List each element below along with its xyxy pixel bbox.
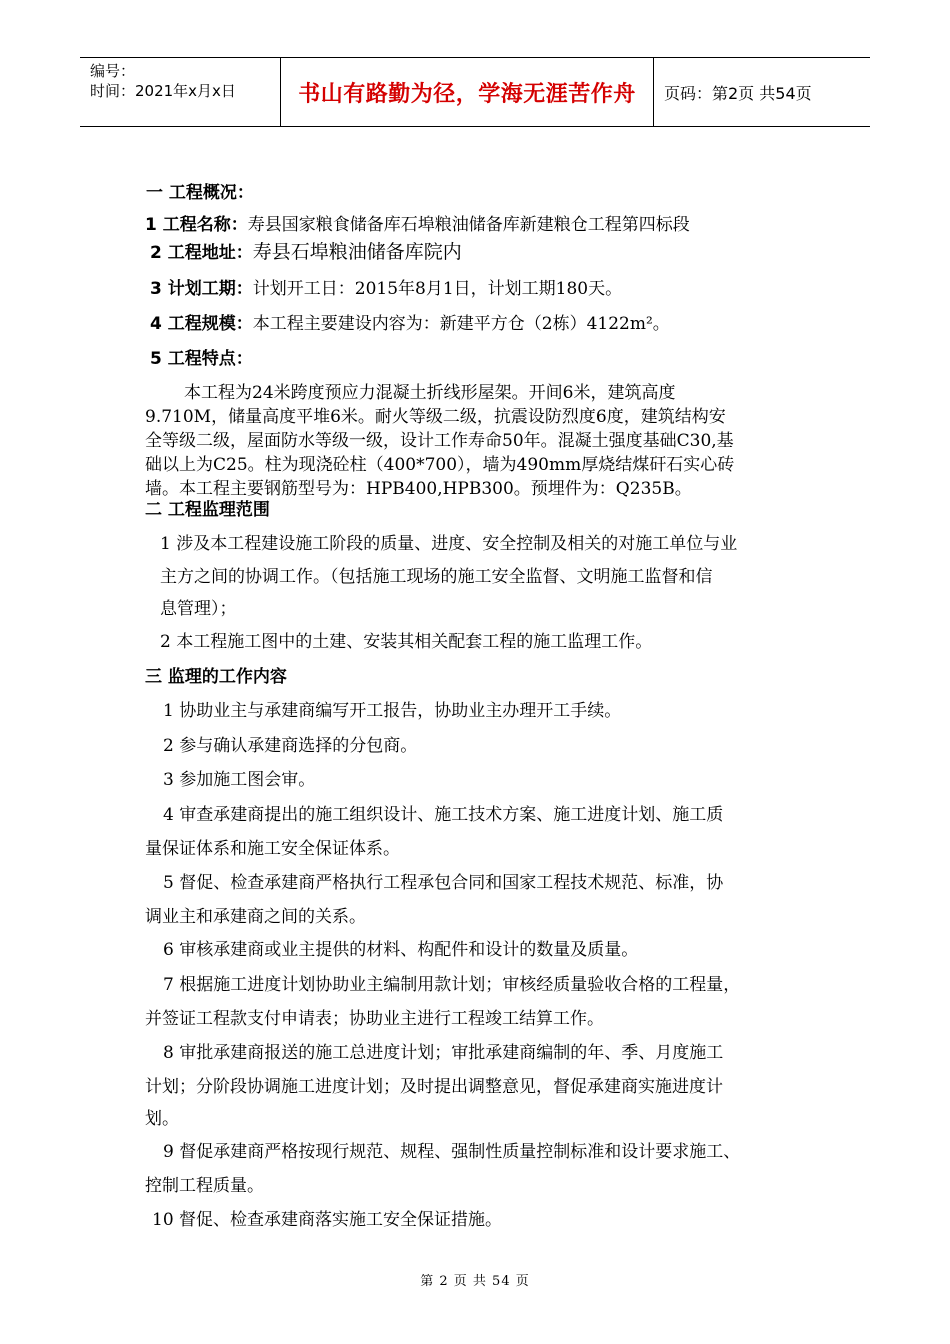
- project-period-value: 计划开工日：2015年8月1日，计划工期180天。: [252, 279, 623, 299]
- project-name-label: 1 工程名称：: [145, 215, 248, 235]
- work-item-line: 5 督促、检查承建商严格执行工程承包合同和国家工程技术规范、标准，协: [163, 873, 724, 893]
- work-item-line: 7 根据施工进度计划协助业主编制用款计划；审核经质量验收合格的工程量，: [163, 975, 741, 995]
- section2-title: 二 工程监理范围: [145, 500, 270, 520]
- work-item-line: 8 审批承建商报送的施工总进度计划；审批承建商编制的年、季、月度施工: [163, 1043, 724, 1063]
- project-name-value: 寿县国家粮食储备库石埠粮油储备库新建粮仓工程第四标段: [247, 215, 690, 235]
- work-item-line: 6 审核承建商或业主提供的材料、构配件和设计的数量及质量。: [163, 940, 639, 960]
- feature-line: 全等级二级，屋面防水等级一级，设计工作寿命50年。混凝土强度基础C30,基: [145, 431, 734, 451]
- work-item-line: 4 审查承建商提出的施工组织设计、施工技术方案、施工进度计划、施工质: [163, 805, 724, 825]
- project-feature-label: 5 工程特点：: [150, 349, 253, 369]
- project-scale-row: [150, 314, 670, 334]
- feature-line: 础以上为C25。柱为现浇砼柱（400*700），墙为490mm厚烧结煤矸石实心砖: [145, 455, 735, 475]
- work-item-line: 控制工程质量。: [145, 1176, 264, 1196]
- project-address-value: 寿县石埠粮油储备库院内: [252, 241, 462, 263]
- project-name-row: [145, 215, 690, 235]
- scope-line: 息管理）；: [160, 599, 237, 619]
- work-item-line: 9 督促承建商严格按现行规范、规程、强制性质量控制标准和设计要求施工、: [163, 1142, 741, 1162]
- project-scale-label: 4 工程规模：: [150, 314, 253, 334]
- page-header: [80, 57, 870, 127]
- page-info: 页码：第2页 共54页: [664, 83, 812, 103]
- time-label: 时间：2021年x月x日: [90, 82, 236, 100]
- project-period-label: 3 计划工期：: [150, 279, 253, 299]
- work-item-line: 10 督促、检查承建商落实施工安全保证措施。: [152, 1210, 503, 1230]
- work-item-line: 2 参与确认承建商选择的分包商。: [163, 736, 418, 756]
- scope-line: 2 本工程施工图中的土建、安装其相关配套工程的施工监理工作。: [160, 632, 653, 652]
- work-item-line: 1 协助业主与承建商编写开工报告，协助业主办理开工手续。: [163, 701, 622, 721]
- project-period-row: [150, 279, 622, 299]
- project-scale-value: 本工程主要建设内容为：新建平方仓（2栋）4122m²。: [252, 314, 670, 334]
- work-item-line: 调业主和承建商之间的关系。: [145, 907, 366, 927]
- header-motto-cell: [281, 58, 654, 126]
- project-address-label: 2 工程地址：: [150, 243, 253, 263]
- work-item-line: 3 参加施工图会审。: [163, 770, 316, 790]
- section1-title: 一 工程概况：: [146, 183, 254, 203]
- section3-title: 三 监理的工作内容: [145, 667, 287, 687]
- header-meta-cell: [80, 58, 281, 126]
- page-footer: 第 2 页 共 54 页: [420, 1274, 530, 1289]
- work-item-line: 并签证工程款支付申请表；协助业主进行工程竣工结算工作。: [145, 1009, 604, 1029]
- work-item-line: 计划；分阶段协调施工进度计划；及时提出调整意见，督促承建商实施进度计: [145, 1077, 723, 1097]
- project-address-row: [150, 241, 462, 264]
- feature-line: 墙。本工程主要钢筋型号为：HPB400,HPB300。预埋件为：Q235B。: [145, 479, 692, 499]
- scope-line: 主方之间的协调工作。（包括施工现场的施工安全监督、文明施工监督和信: [160, 567, 713, 587]
- number-label: 编号：: [90, 62, 136, 80]
- feature-line: 9.710M，储量高度平堆6米。耐火等级二级，抗震设防烈度6度，建筑结构安: [145, 407, 726, 427]
- feature-line: 本工程为24米跨度预应力混凝土折线形屋架。开间6米，建筑高度: [184, 383, 676, 403]
- work-item-line: 量保证体系和施工安全保证体系。: [145, 839, 400, 859]
- scope-line: 1 涉及本工程建设施工阶段的质量、进度、安全控制及相关的对施工单位与业: [160, 534, 738, 554]
- work-item-line: 划。: [145, 1109, 179, 1129]
- motto-text: 书山有路勤为径，学海无涯苦作舟: [298, 81, 636, 107]
